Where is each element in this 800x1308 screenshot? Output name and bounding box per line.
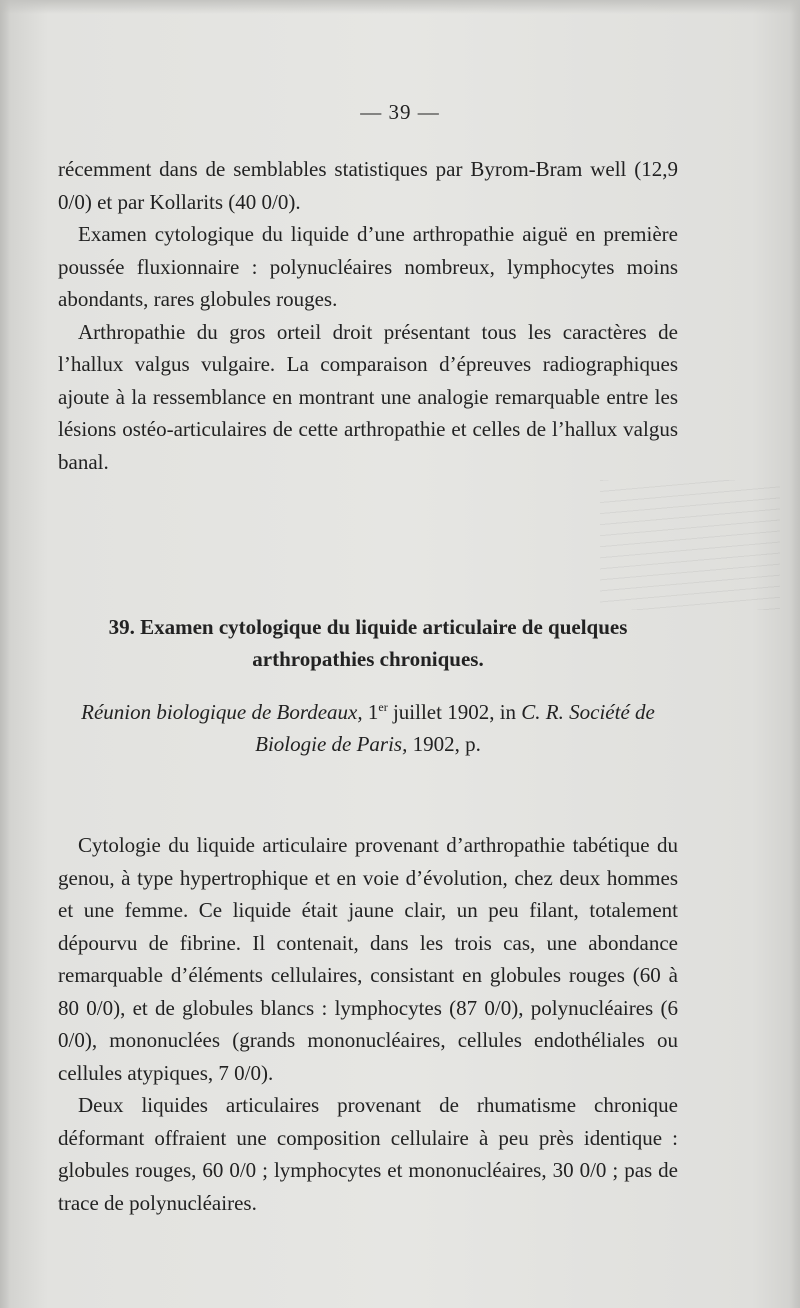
body-text-bottom: [58, 829, 678, 1219]
body-text-top: [58, 153, 678, 478]
page-number: — 39 —: [360, 100, 440, 124]
reference-day: 1: [367, 700, 379, 724]
paragraph-statistics: récemment dans de semblables statistiques par Byrom-Bram well (12,9 0/0) et par Kollarits (40 0/0).: [58, 157, 678, 214]
reference-journal: C. R. Société de Biologie de Paris,: [255, 700, 655, 756]
paragraph-acute-arthropathy: Examen cytologique du liquide d’une arthropathie aiguë en première poussée fluxionnaire : polynucléaires nombreux, lymphocytes moins abondants, rares globules rouges.: [58, 222, 678, 311]
reference-year-page: 1902, p.: [412, 732, 481, 756]
page-edge-shadow-top: [0, 0, 800, 14]
page-edge-shadow-right: [790, 0, 800, 1308]
reference-date: juillet 1902, in: [392, 700, 517, 724]
reference-citation: [58, 696, 678, 760]
page-edge-shadow-left: [0, 0, 10, 1308]
reference-venue: Réunion biologique de Bordeaux,: [81, 700, 363, 724]
show-through-texture: [600, 480, 780, 610]
paragraph-chronic-rheumatism: Deux liquides articulaires provenant de rhumatisme chronique déformant offraient une composition cellulaire à peu près identique : globules rouges, 60 0/0 ; lymphocytes et mononucléaires, 30 0/0 ; pas de trace de polynucléaires.: [58, 1093, 678, 1215]
paragraph-hallux-valgus: Arthropathie du gros orteil droit présentant tous les caractères de l’hallux valgus vulgaire. La comparaison d’épreuves radiographiques ajoute à la ressemblance en montrant une analogie remarquable entre les lésions ostéo-articulaires de cette arthropathie et celles de l’hallux valgus banal.: [58, 319, 678, 474]
paragraph-tabetic-cytology: Cytologie du liquide articulaire provenant d’arthropathie tabétique du genou, à type hypertrophique et en voie d’évolution, chez deux hommes et une femme. Ce liquide était jaune clair, un peu filant, totalement dépourvu de fibrine. Il contenait, dans les trois cas, une abondance remarquable d’éléments cellulaires, consistant en globules rouges (60 à 80 0/0), et de globules blancs : lymphocytes (87 0/0), polynucléaires (6 0/0), mononuclées (grands mononucléaires, cellules endothéliales ou cellules atypiques, 7 0/0).: [58, 833, 678, 1085]
section-heading: 39. Examen cytologique du liquide articulaire de quelques arthropathies chroniques.: [108, 615, 628, 671]
reference-day-suffix: er: [378, 700, 388, 714]
